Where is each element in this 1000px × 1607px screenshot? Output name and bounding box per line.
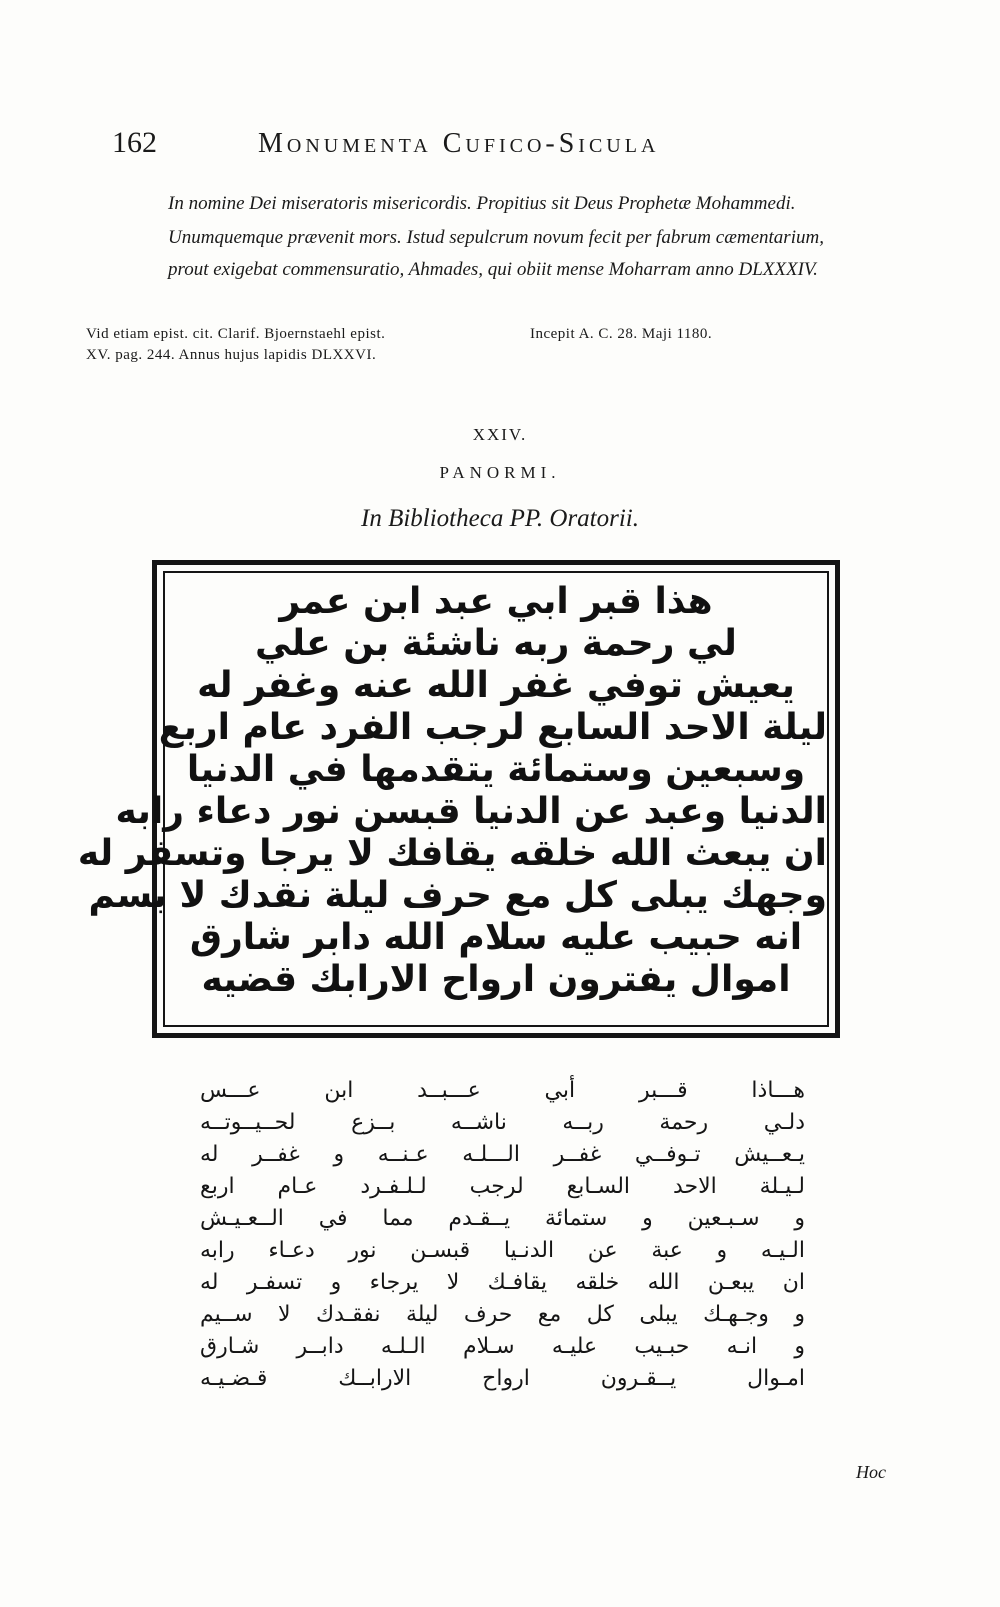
location-heading: In Bibliotheca PP. Oratorii. xyxy=(361,505,639,532)
footnote-left-line: Vid etiam epist. cit. Clarif. Bjoernstaehl epist. xyxy=(86,326,386,342)
transcription-line: لـيـلة الاحد السـابع لرجب لـلـفـرد عـام اربع xyxy=(200,1174,805,1199)
latin-translation-line: In nomine Dei miseratoris misericordis. Propitius sit Deus Prophetæ Mohammedi. xyxy=(168,193,796,214)
inscription-line: انه حبيب عليه سلام الله دابر شارق xyxy=(189,917,803,958)
transcription-line: يـعــيش تـوفــي غفــر الـــلـه عـنــه و غفــر له xyxy=(200,1142,805,1167)
inscription-line: وجهك يبلى كل مع حرف ليلة نقدك لا بسم xyxy=(88,875,827,916)
footnote-left-line: XV. pag. 244. Annus hujus lapidis DLXXVI. xyxy=(86,347,377,363)
inscription-line: لي رحمة ربه ناشئة بن علي xyxy=(255,623,737,664)
catchword: Hoc xyxy=(856,1462,886,1482)
section-number: XXIV. xyxy=(472,425,528,444)
latin-translation-line: Unumquemque prævenit mors. Istud sepulcrum novum fecit per fabrum cæmentarium, xyxy=(168,227,824,248)
running-title: Monumenta Cufico-Sicula xyxy=(258,128,660,159)
inscription-field xyxy=(77,571,829,1027)
inscription-line: اموال يفترون ارواح الارابك قضيه xyxy=(201,959,791,1000)
latin-translation-line: prout exigebat commensuratio, Ahmades, qui obiit mense Moharram anno DLXXXIV. xyxy=(168,259,818,280)
place-heading: PANORMI. xyxy=(439,463,561,482)
inscription-line: ليلة الاحد السابع لرجب الفرد عام اربع xyxy=(158,707,827,748)
page-number: 162 xyxy=(112,126,157,159)
transcription-line: دلـي رحمة ربــه ناشــه بــزع لحــيــوتــه xyxy=(200,1110,805,1135)
transcription-line: الـيـه و عبة عن الدنـيا قبسـن نور دعـاء رابه xyxy=(200,1238,805,1263)
transcription-line: ان يبعـن الله خلقه يقافـك لا يرجاء و تسفـر له xyxy=(200,1270,805,1295)
inscription-line: ان يبعث الله خلقه يقافك لا يرجا وتسفر له xyxy=(77,833,827,874)
footnote-right: Incepit A. C. 28. Maji 1180. xyxy=(530,326,713,342)
transcription-line: و انـه حبـيب عليـه سـلام الـلـه دابــر شـارق xyxy=(200,1334,805,1359)
inscription-plate xyxy=(77,560,840,1038)
inscription-line: الدنيا وعبد عن الدنيا قبسن نور دعاء رابه xyxy=(115,791,827,832)
inscription-line: وسبعين وستمائة يتقدمها في الدنيا xyxy=(186,749,806,790)
inscription-line: هذا قبر ابي عبد ابن عمر xyxy=(279,581,713,622)
transcription-line: امـوال يــقـرون ارواح الارابــك قـضـيـه xyxy=(200,1366,805,1391)
inscription-line: يعيش توفي غفر الله عنه وغفر له xyxy=(197,665,795,706)
transcription-line: و سـبـعين و ستمائة يــقـدم مما في الــعـيـش xyxy=(200,1206,805,1231)
transcription-line: و وجـهـك يبلى كل مع حرف ليلة نفقـدك لا ســيم xyxy=(200,1302,805,1327)
transcription-line: هـــاذا قـــبر أبي عـــبــد ابن عـــس xyxy=(200,1078,805,1103)
